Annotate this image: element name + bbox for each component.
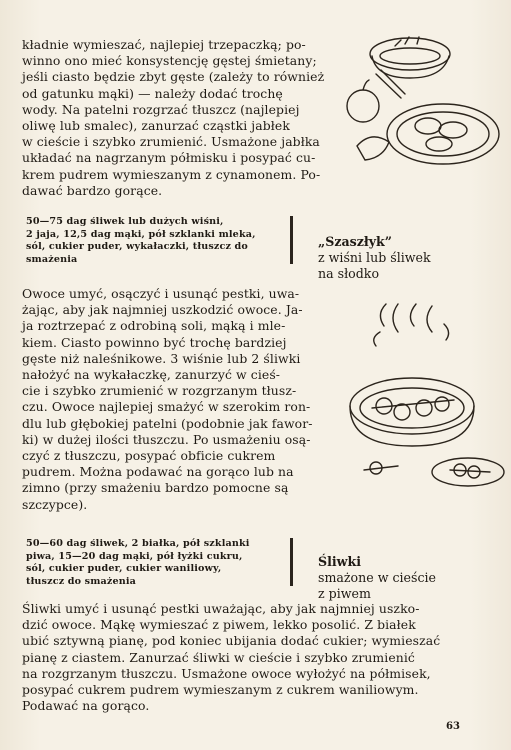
skewer-frying-pan-icon <box>342 296 507 501</box>
recipe1-ingredients: 50—75 dag śliwek lub dużych wiśni, 2 jaja, 12,5 dag mąki, pół szklanki mleka, sól, cukier puder, wykałaczki, tłuszcz do smażenia <box>26 216 256 265</box>
recipe2-title-main: Śliwki <box>318 554 362 569</box>
recipe1-paragraph: Owoce umyć, osączyć i usunąć pestki, uwa- żając, aby jak najmniej uszkodzić owoce. Ja- ja roztrzepać z odrobiną soli, mąką i mle- kiem. Ciasto powinno być trochę bardziej gęste niż naleśnikowe. 3 wiśnie lub 2 śliwki nałożyć na wykałaczkę, zanurzyć w cieś- cie i szybko zrumienić w rozgrzanym tłusz- czu. Owoce najlepiej smażyć w szerokim ron- dlu lub głębokiej patelni (podobnie jak fawor- ki) w dużej ilości tłuszczu. Po usmażeniu osą- czyć z tłuszczu, posypać obficie cukrem pudrem. Można podawać na gorąco lub na zimno (przy smażeniu bardzo pomocne są szczypce). <box>22 286 313 512</box>
intro-paragraph: kładnie wymieszać, najlepiej trzepaczką; po- winno ono mieć konsystencję gęstej śmietany; jeśli ciasto będzie zbyt gęste (zależy to również od gatunku mąki) — należy dodać trochę wody. Na patelni rozgrzać tłuszcz (najlepiej oliwę lub smalec), zanurzać cząstki jabłek w cieście i szybko zrumienić. Usmażone jabłka układać na nagrzanym półmisku i posypać cu- krem pudrem wymieszanym z cynamonem. Po- dawać bardzo gorące. <box>22 37 325 198</box>
recipe1-title <box>318 218 498 298</box>
recipe2-paragraph: Śliwki umyć i usunąć pestki uważając, aby jak najmniej uszko- dzić owoce. Mąkę wymieszać z piwem, lekko posolić. Z białek ubić sztywną pianę, pod koniec ubijania dodać cukier; wymieszać pianę z ciastem. Zanurzać śliwki w cieście i szybko zrumienić na rozgrzanym tłuszczu. Usmażone owoce wyłożyć na półmisek, posypać cukrem pudrem wymieszanym z cukrem waniliowym. Podawać na gorąco. <box>22 601 441 714</box>
page-number: 63 <box>446 721 460 732</box>
recipe2-ingredients: 50—60 dag śliwek, 2 białka, pół szklanki piwa, 15—20 dag mąki, pół łyżki cukru, sól, cukier puder, cukier waniliowy, tłuszcz do smażenia <box>26 538 250 587</box>
recipe2-divider <box>290 538 293 586</box>
recipe1-divider <box>290 216 293 264</box>
recipe1-title-sub: z wiśni lub śliwek na słodko <box>318 250 431 281</box>
recipe1-title-main: „Szaszłyk” <box>318 234 393 249</box>
frying-pan-with-apples-icon <box>343 34 503 174</box>
recipe2-title-sub: smażone w cieście z piwem <box>318 570 437 601</box>
